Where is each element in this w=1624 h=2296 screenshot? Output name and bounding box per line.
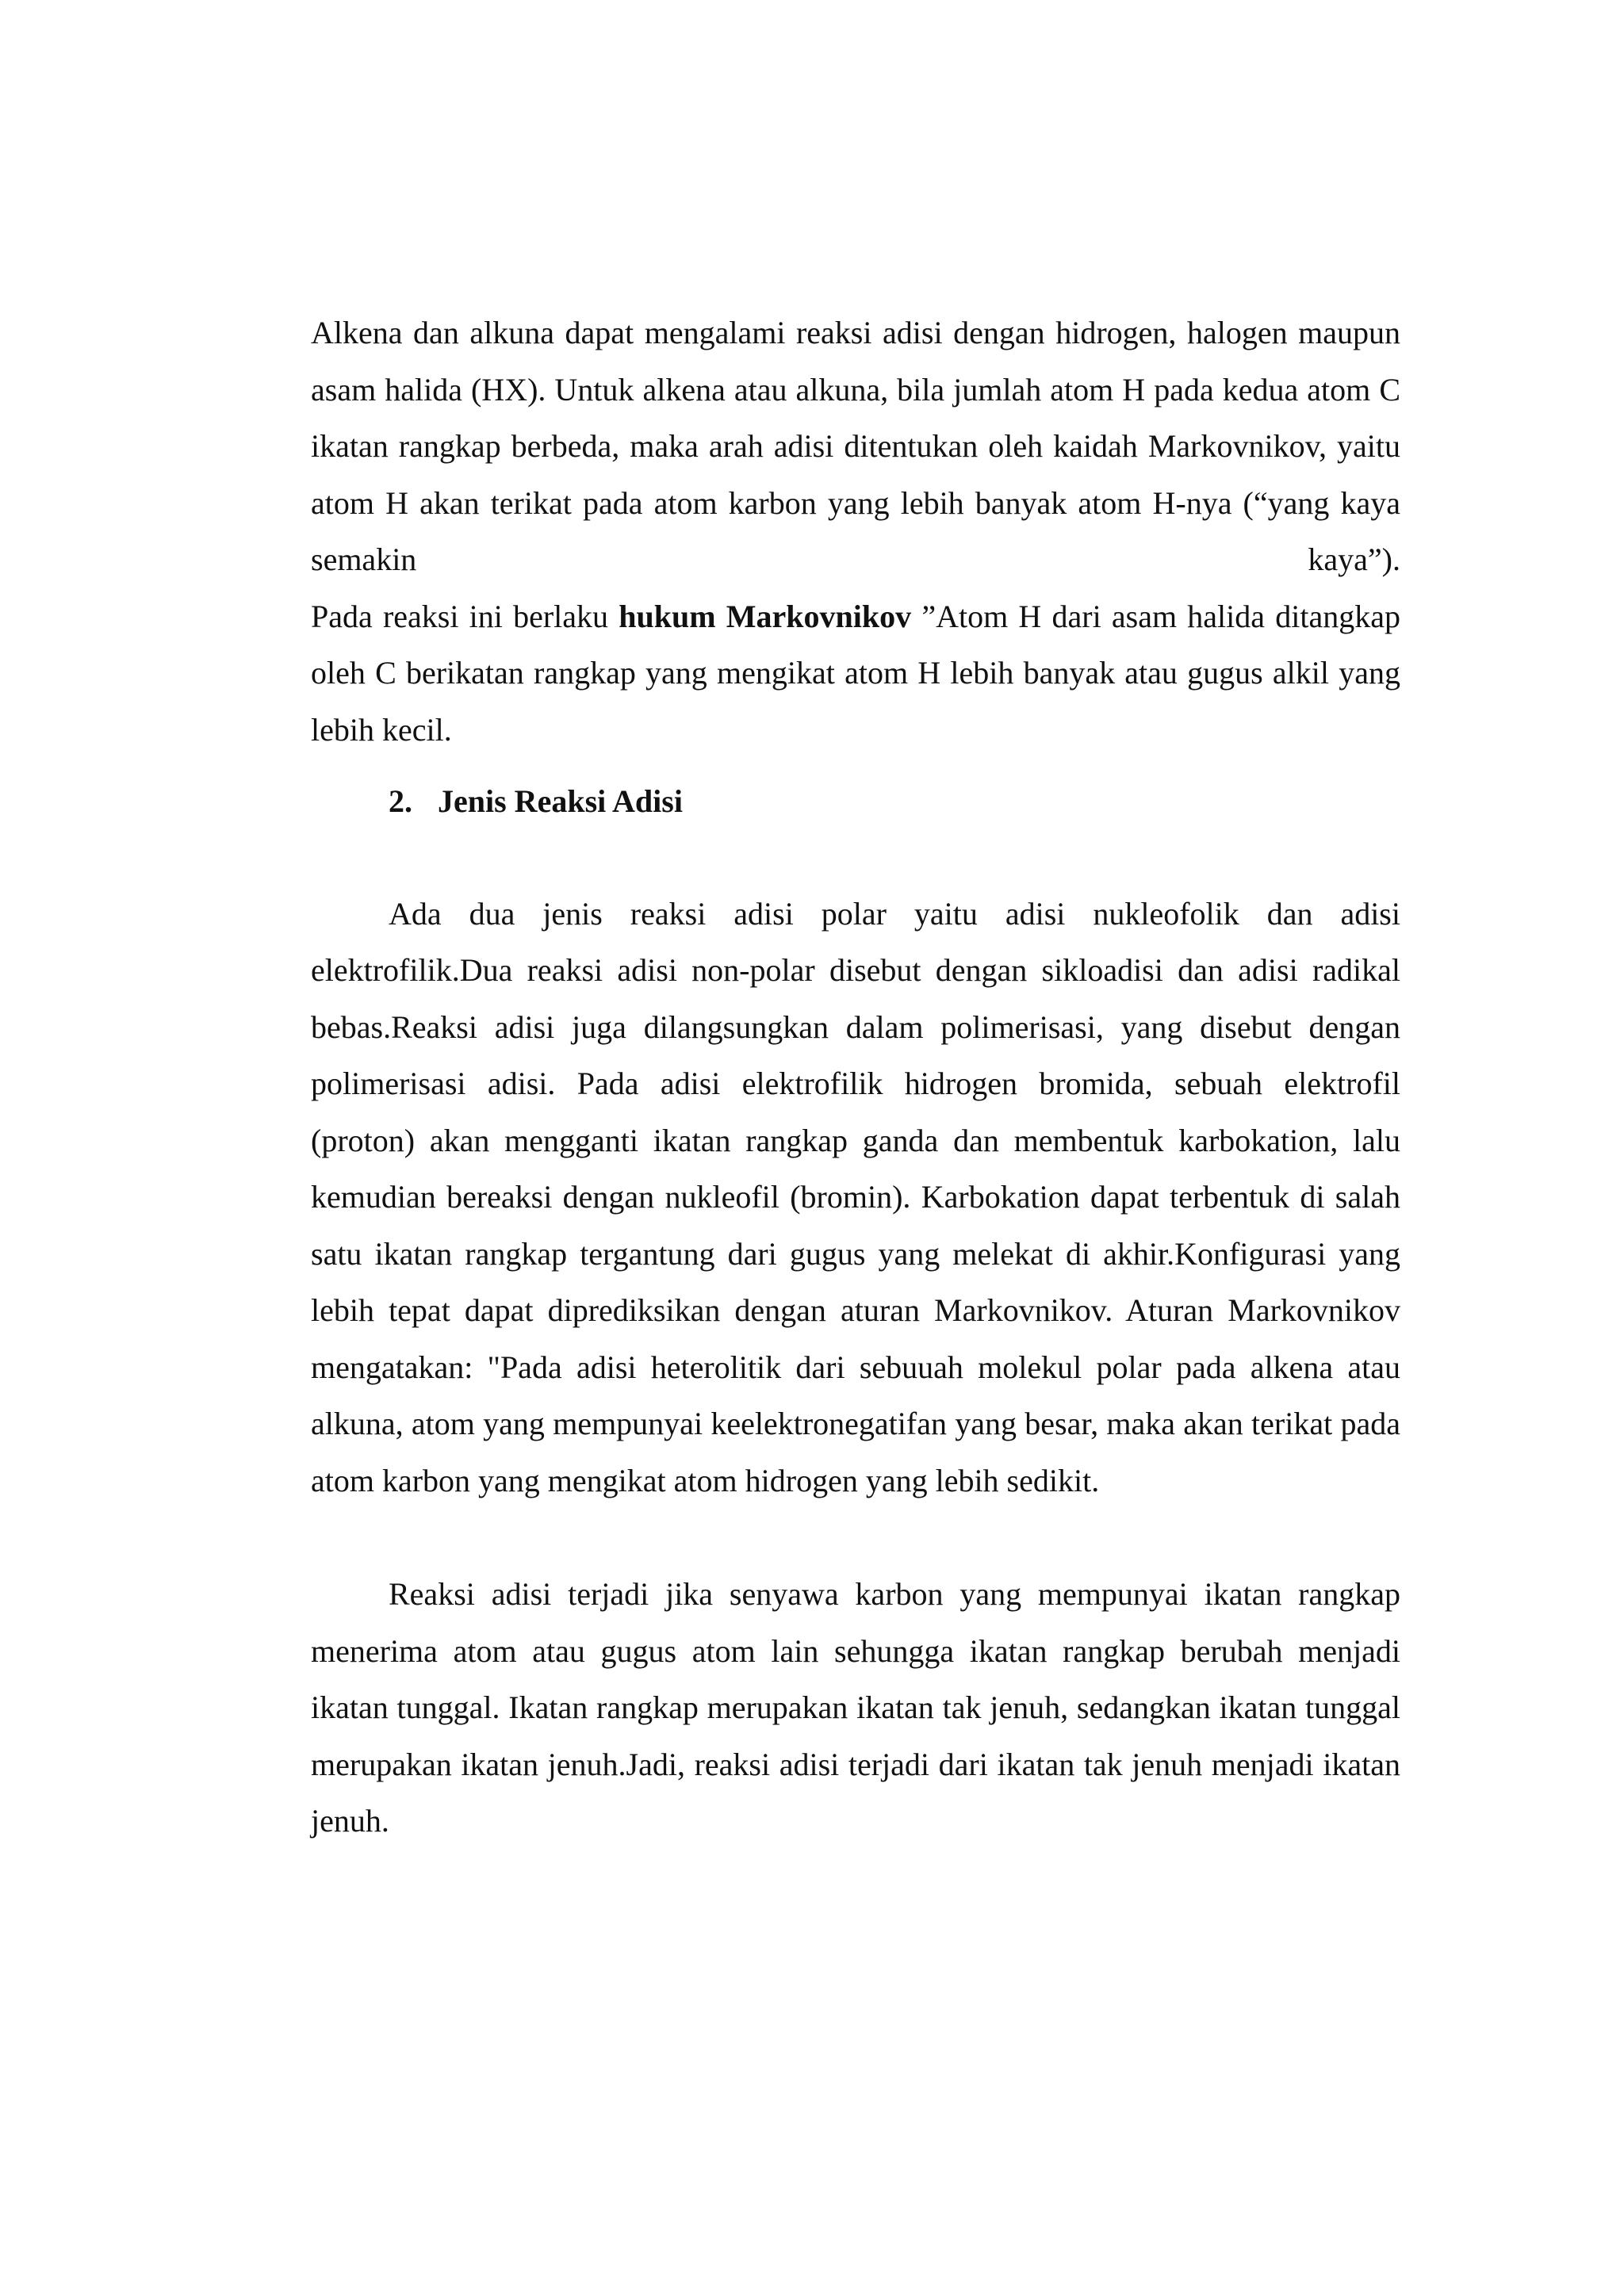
section-heading	[389, 773, 1400, 830]
text-after-bold: ”Atom H dari asam halida ditangkap oleh C berikatan rangkap yang mengikat atom H lebih banyak atau gugus alkil yang lebih kecil.	[311, 598, 1400, 748]
spacer	[311, 830, 1400, 886]
text-before-bold: Pada reaksi ini berlaku	[311, 598, 619, 634]
paragraph-alkena-adisi-part1: Alkena dan alkuna dapat mengalami reaksi adisi dengan hidrogen, halogen maupun asam halida (HX). Untuk alkena atau alkuna, bila jumlah atom H pada kedua atom C ikatan rangkap berbeda, maka arah adisi ditentukan oleh kaidah Markovnikov, yaitu atom H akan terikat pada atom karbon yang lebih banyak atom H-nya (“yang kaya semakin kaya”).	[311, 315, 1400, 577]
document-body	[311, 304, 1400, 1850]
section-number: 2.	[389, 783, 412, 819]
bold-term-hukum-markovnikov: hukum Markovnikov	[619, 598, 912, 634]
section-title: Jenis Reaksi Adisi	[438, 783, 683, 819]
paragraph-jenis-reaksi-adisi: Ada dua jenis reaksi adisi polar yaitu adisi nukleofolik dan adisi elektrofilik.Dua reaksi adisi non-polar disebut dengan sikloadisi dan adisi radikal bebas.Reaksi adisi juga dilangsungkan dalam polimerisasi, yang disebut dengan polimerisasi adisi. Pada adisi elektrofilik hidrogen bromida, sebuah elektrofil (proton) akan mengganti ikatan rangkap ganda dan membentuk karbokation, lalu kemudian bereaksi dengan nukleofil (bromin). Karbokation dapat terbentuk di salah satu ikatan rangkap tergantung dari gugus yang melekat di akhir.Konfigurasi yang lebih tepat dapat diprediksikan dengan aturan Markovnikov. Aturan Markovnikov mengatakan: "Pada adisi heterolitik dari sebuuah molekul polar pada alkena atau alkuna, atom yang mempunyai keelektronegatifan yang besar, maka akan terikat pada atom karbon yang mengikat atom hidrogen yang lebih sedikit.	[311, 895, 1400, 1498]
paragraph-alkena-adisi-part2	[311, 588, 1400, 759]
paragraph-reaksi-adisi-definisi: Reaksi adisi terjadi jika senyawa karbon yang mempunyai ikatan rangkap menerima atom atau gugus atom lain sehungga ikatan rangkap berubah menjadi ikatan tunggal. Ikatan rangkap merupakan ikatan tak jenuh, sedangkan ikatan tunggal merupakan ikatan jenuh.Jadi, reaksi adisi terjadi dari ikatan tak jenuh menjadi ikatan jenuh.	[311, 1576, 1400, 1839]
spacer	[311, 1509, 1400, 1566]
